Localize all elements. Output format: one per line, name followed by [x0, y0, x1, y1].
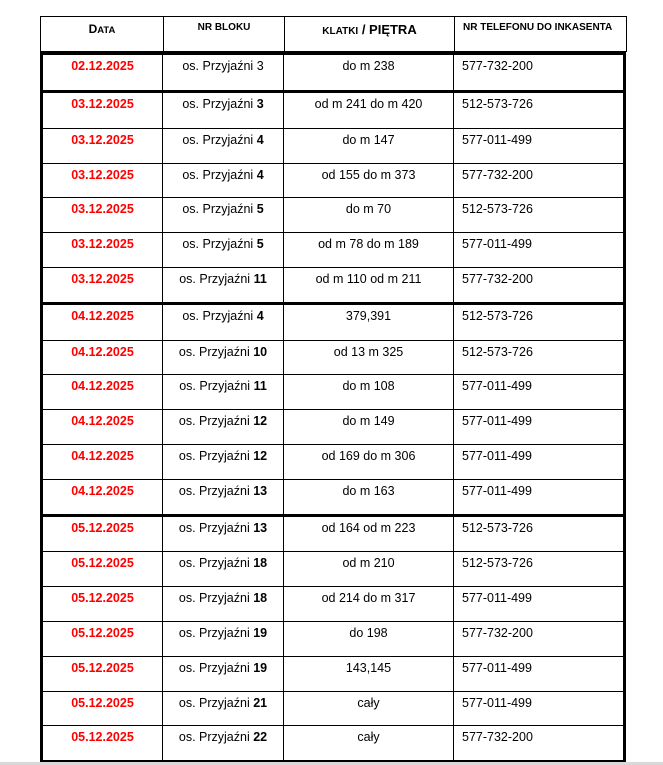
block-cell — [163, 93, 284, 128]
table-row — [43, 586, 623, 621]
table-row — [43, 128, 623, 163]
phone-cell: 512-573-726 — [462, 344, 533, 359]
floors-cell: cały — [284, 726, 454, 760]
block-prefix: os. Przyjaźni — [178, 660, 254, 675]
date-group — [40, 514, 626, 764]
block-number: 3 — [256, 59, 264, 73]
table-row — [43, 444, 623, 479]
block-cell — [163, 657, 284, 691]
block-number: 19 — [253, 660, 268, 675]
block-number: 22 — [253, 730, 268, 745]
date-cell: 04.12.2025 — [43, 341, 163, 375]
table-row — [43, 691, 623, 726]
phone-cell: 577-011-499 — [462, 237, 532, 252]
table-row — [43, 93, 623, 128]
date-cell: 05.12.2025 — [43, 552, 163, 586]
date-cell: 04.12.2025 — [43, 305, 163, 340]
phone-cell: 512-573-726 — [462, 556, 533, 571]
table-row — [43, 197, 623, 232]
floors-cell: od 214 do m 317 — [284, 587, 454, 621]
table-row — [43, 479, 623, 514]
block-cell — [163, 233, 284, 267]
table-row — [43, 232, 623, 267]
floors-cell: od 155 do m 373 — [284, 164, 454, 198]
phone-cell: 577-011-499 — [462, 695, 532, 710]
block-cell — [163, 375, 284, 409]
block-cell — [163, 268, 284, 302]
block-prefix: os. Przyjaźni — [179, 271, 254, 286]
phone-cell: 577-011-499 — [462, 414, 532, 429]
floors-cell: od 164 od m 223 — [284, 517, 454, 552]
block-prefix: os. Przyjaźni — [182, 59, 257, 73]
block-prefix: os. Przyjaźni — [178, 414, 254, 429]
date-cell: 05.12.2025 — [43, 622, 163, 656]
date-group — [40, 90, 626, 302]
floors-cell: do m 147 — [284, 129, 454, 163]
block-prefix: os. Przyjaźni — [178, 448, 254, 463]
date-cell: 03.12.2025 — [43, 93, 163, 128]
phone-cell: 577-011-499 — [462, 448, 532, 463]
block-cell — [163, 305, 284, 340]
block-number: 19 — [253, 625, 268, 640]
block-cell — [163, 410, 284, 444]
block-number: 10 — [253, 344, 268, 359]
table-row — [43, 340, 623, 375]
block-prefix: os. Przyjaźni — [179, 379, 254, 394]
date-cell: 04.12.2025 — [43, 480, 163, 514]
date-cell: 05.12.2025 — [43, 657, 163, 691]
phone-cell: 512-573-726 — [462, 97, 533, 111]
table-row — [43, 163, 623, 198]
block-number: 12 — [253, 448, 268, 463]
block-number: 13 — [253, 483, 268, 498]
block-number: 12 — [253, 414, 268, 429]
header-floors-small: KLATKI — [322, 26, 359, 37]
header-floors-big: / PIĘTRA — [358, 22, 417, 37]
floors-cell: od 169 do m 306 — [284, 445, 454, 479]
block-number: 13 — [253, 520, 268, 535]
floors-cell: cały — [284, 692, 454, 726]
date-cell: 03.12.2025 — [43, 164, 163, 198]
block-cell — [163, 164, 284, 198]
date-group — [40, 52, 626, 90]
date-cell: 05.12.2025 — [43, 726, 163, 760]
block-number: 5 — [256, 202, 264, 217]
block-cell — [163, 480, 284, 514]
floors-cell: od m 210 — [284, 552, 454, 586]
header-floors — [285, 17, 455, 51]
block-cell — [163, 552, 284, 586]
block-cell — [163, 622, 284, 656]
date-cell: 05.12.2025 — [43, 587, 163, 621]
block-cell — [163, 445, 284, 479]
block-prefix: os. Przyjaźni — [178, 730, 254, 745]
floors-cell: do m 108 — [284, 375, 454, 409]
block-prefix: os. Przyjaźni — [178, 520, 254, 535]
phone-cell: 577-011-499 — [462, 660, 532, 675]
block-cell — [163, 726, 284, 760]
table-row — [43, 517, 623, 552]
phone-cell: 512-573-726 — [462, 202, 533, 217]
header-phone: NR TELEFONU DO INKASENTA — [463, 22, 613, 33]
date-group — [40, 302, 626, 514]
block-number: 5 — [256, 237, 264, 252]
date-cell: 04.12.2025 — [43, 445, 163, 479]
phone-cell: 577-732-200 — [462, 167, 533, 182]
date-cell: 03.12.2025 — [43, 129, 163, 163]
header-block: NR BLOKU — [164, 17, 285, 51]
phone-cell: 577-011-499 — [462, 132, 532, 147]
block-prefix: os. Przyjaźni — [182, 132, 257, 147]
block-cell — [163, 517, 284, 552]
phone-cell: 577-732-200 — [462, 271, 533, 286]
block-prefix: os. Przyjaźni — [182, 202, 257, 217]
floors-cell: do m 70 — [284, 198, 454, 232]
phone-cell: 512-573-726 — [462, 308, 533, 323]
block-cell — [163, 129, 284, 163]
date-cell: 03.12.2025 — [43, 268, 163, 302]
block-cell — [163, 587, 284, 621]
floors-cell: 143,145 — [284, 657, 454, 691]
floors-cell: do 198 — [284, 622, 454, 656]
block-number: 4 — [256, 132, 264, 147]
floors-cell: do m 149 — [284, 410, 454, 444]
phone-cell: 577-732-200 — [462, 730, 533, 745]
block-prefix: os. Przyjaźni — [182, 237, 257, 252]
date-cell: 03.12.2025 — [43, 198, 163, 232]
block-cell — [163, 55, 284, 90]
floors-cell: 379,391 — [284, 305, 454, 340]
table-row — [43, 55, 623, 90]
date-cell: 04.12.2025 — [43, 375, 163, 409]
header-date-rest: ATA — [97, 25, 116, 36]
date-cell: 02.12.2025 — [43, 55, 163, 90]
block-number: 3 — [256, 97, 264, 111]
block-number: 18 — [253, 556, 268, 571]
block-number: 4 — [256, 167, 264, 182]
date-cell: 04.12.2025 — [43, 410, 163, 444]
block-number: 11 — [253, 271, 267, 286]
table-row — [43, 656, 623, 691]
block-prefix: os. Przyjaźni — [182, 97, 257, 111]
table-header — [40, 16, 627, 52]
block-cell — [163, 692, 284, 726]
block-prefix: os. Przyjaźni — [178, 695, 254, 710]
floors-cell: od m 110 od m 211 — [284, 268, 454, 302]
block-number: 18 — [253, 591, 268, 606]
block-prefix: os. Przyjaźni — [178, 591, 254, 606]
table-row — [43, 621, 623, 656]
block-prefix: os. Przyjaźni — [182, 167, 257, 182]
floors-cell: od m 241 do m 420 — [284, 93, 454, 128]
floors-cell: do m 238 — [284, 55, 454, 90]
date-cell: 05.12.2025 — [43, 517, 163, 552]
table-row — [43, 374, 623, 409]
schedule-table — [40, 52, 626, 763]
block-number: 21 — [253, 695, 268, 710]
block-prefix: os. Przyjaźni — [178, 556, 254, 571]
block-cell — [163, 198, 284, 232]
block-cell — [163, 341, 284, 375]
table-row — [43, 409, 623, 444]
floors-cell: od 13 m 325 — [284, 341, 454, 375]
phone-cell: 577-011-499 — [462, 483, 532, 498]
phone-cell: 577-011-499 — [462, 591, 532, 606]
table-row — [43, 305, 623, 340]
date-cell: 05.12.2025 — [43, 692, 163, 726]
floors-cell: od m 78 do m 189 — [284, 233, 454, 267]
header-date-initial: D — [88, 22, 98, 36]
block-prefix: os. Przyjaźni — [182, 308, 257, 323]
table-row — [43, 267, 623, 302]
block-prefix: os. Przyjaźni — [178, 625, 254, 640]
header-date — [41, 17, 164, 51]
block-number: 11 — [253, 379, 267, 394]
block-prefix: os. Przyjaźni — [178, 483, 254, 498]
floors-cell: do m 163 — [284, 480, 454, 514]
date-cell: 03.12.2025 — [43, 233, 163, 267]
phone-cell: 577-011-499 — [462, 379, 532, 394]
phone-cell: 577-732-200 — [462, 59, 533, 73]
phone-cell: 577-732-200 — [462, 625, 533, 640]
block-number: 4 — [256, 308, 264, 323]
table-row — [43, 725, 623, 760]
table-row — [43, 551, 623, 586]
phone-cell: 512-573-726 — [462, 520, 533, 535]
block-prefix: os. Przyjaźni — [178, 344, 254, 359]
